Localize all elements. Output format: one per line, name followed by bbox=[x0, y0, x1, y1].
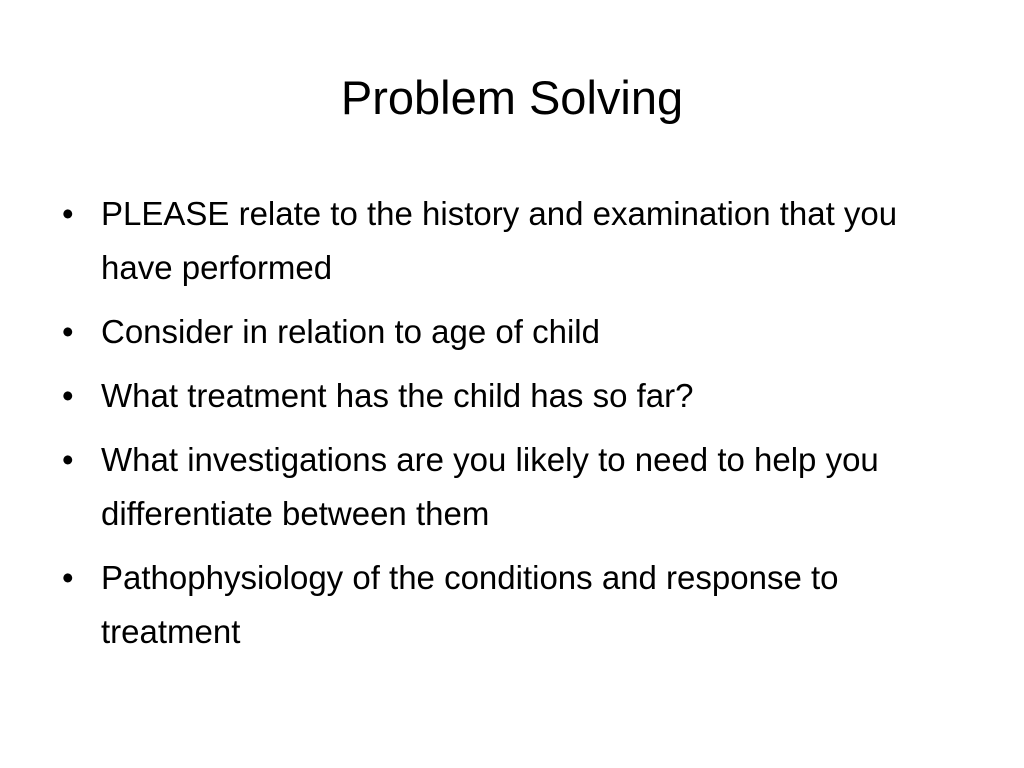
list-item bbox=[62, 433, 962, 541]
bullet-text: Pathophysiology of the conditions and response to treatment bbox=[101, 559, 839, 650]
list-item bbox=[62, 551, 962, 659]
list-item bbox=[62, 305, 962, 359]
bullet-list bbox=[62, 187, 962, 669]
list-item bbox=[62, 187, 962, 295]
list-item bbox=[62, 369, 962, 423]
bullet-icon: • bbox=[62, 441, 74, 478]
bullet-text: Consider in relation to age of child bbox=[101, 313, 600, 350]
bullet-text: What treatment has the child has so far? bbox=[101, 377, 694, 414]
bullet-icon: • bbox=[62, 195, 74, 232]
bullet-text: PLEASE relate to the history and examination that you have performed bbox=[101, 195, 898, 286]
bullet-icon: • bbox=[62, 313, 74, 350]
bullet-icon: • bbox=[62, 377, 74, 414]
bullet-text: What investigations are you likely to need to help you differentiate between them bbox=[101, 441, 879, 532]
bullet-icon: • bbox=[62, 559, 74, 596]
slide-title: Problem Solving bbox=[340, 71, 684, 124]
